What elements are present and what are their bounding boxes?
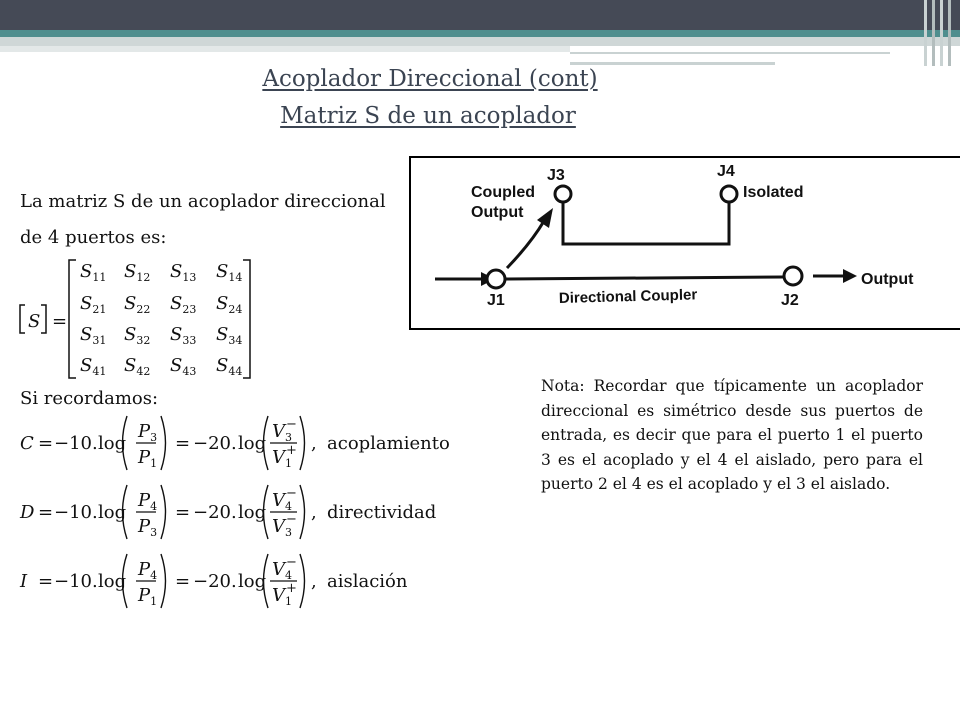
paren-right [300,416,305,470]
fraction-denominator: $P_3$ [138,516,158,539]
label-coupled: Coupled [471,184,535,201]
matrix-cell: $S_{21}$ [80,293,107,316]
equation-row [19,485,436,539]
label-j3: J3 [547,167,565,184]
fraction-denominator: $P_1$ [138,447,158,470]
matrix-label: S [28,311,41,332]
coefficient: −10. [54,502,98,523]
label-coupled-output: Output [471,204,524,221]
equation-lhs: I [20,571,28,592]
comma: , [311,433,317,454]
log-text: log [238,433,267,454]
intro-text: de 4 puertos es: [20,227,167,248]
equation-rows [19,416,450,608]
fraction-numerator: $V_4-$ [272,555,297,582]
equation-row [19,554,408,608]
paren-right [161,485,166,539]
header-vertical-bars [924,0,954,66]
fraction-denominator: $V_1+$ [272,581,297,608]
fraction-numerator: $V_4-$ [272,486,297,513]
log-text: log [98,502,127,523]
fraction-numerator: $P_4$ [138,490,158,513]
matrix-cell: $S_{13}$ [170,261,197,284]
equals-sign: = [38,433,54,454]
equals-sign: = [175,433,191,454]
label-isolated: Isolated [743,184,804,201]
matrix-cell: $S_{24}$ [216,293,243,316]
coupled-arrow [507,221,544,268]
matrix-cell: $S_{11}$ [80,261,107,284]
equation-label: aislación [327,571,408,592]
equals-sign: = [38,571,54,592]
matrix-cell: $S_{32}$ [124,324,151,347]
comma: , [311,571,317,592]
coefficient: −20. [193,571,237,592]
slide-subtitle: Matriz S de un acoplador [280,103,576,129]
slide-title: Acoplador Direccional (cont) [262,66,598,92]
label-output: Output [861,271,914,288]
coupled-arm [563,200,729,244]
fraction-denominator: $V_3-$ [272,512,297,539]
label-j2: J2 [781,292,799,309]
coefficient: −20. [193,502,237,523]
main-line [506,277,783,279]
matrix-cell: $S_{31}$ [80,324,107,347]
log-text: log [238,571,267,592]
matrix-cells [80,261,242,378]
matrix-cell: $S_{33}$ [170,324,197,347]
matrix-cell: $S_{14}$ [216,261,243,284]
matrix-cell: $S_{44}$ [216,355,243,378]
output-arrowhead [843,269,857,283]
coefficient: −10. [54,433,98,454]
matrix-cell: $S_{22}$ [124,293,151,316]
fraction-numerator: $P_3$ [138,421,158,444]
coupler-diagram-svg [411,158,960,332]
header-line [570,52,890,54]
matrix-cell: $S_{41}$ [80,355,107,378]
paren-right [300,485,305,539]
port-j3 [555,186,571,202]
si-recordamos-text: Si recordamos: [20,388,159,409]
port-j4 [721,186,737,202]
matrix-cell: $S_{42}$ [124,355,151,378]
s-matrix-lhs [20,305,67,333]
equals-sign: = [52,311,68,332]
coefficient: −20. [193,433,237,454]
equation-label: directividad [327,502,437,523]
matrix-cell: $S_{23}$ [170,293,197,316]
paren-right [161,554,166,608]
paren-right [300,554,305,608]
equals-sign: = [175,502,191,523]
equation-lhs: C [20,433,34,454]
coupler-diagram [409,156,960,330]
equals-sign: = [175,571,191,592]
fraction-numerator: $P_4$ [138,559,158,582]
comma: , [311,502,317,523]
port-j1 [487,270,505,288]
paren-right [161,416,166,470]
fraction-denominator: $P_1$ [138,585,158,608]
fraction-numerator: $V_3-$ [272,417,297,444]
coefficient: −10. [54,571,98,592]
label-j4: J4 [717,163,735,180]
matrix-cell: $S_{34}$ [216,324,243,347]
log-text: log [98,571,127,592]
matrix-cell: $S_{12}$ [124,261,151,284]
log-text: log [98,433,127,454]
log-text: log [238,502,267,523]
matrix-left-bracket [69,260,76,378]
header-line [570,62,775,65]
equation-lhs: D [20,502,35,523]
equation-label: acoplamiento [327,433,450,454]
matrix-right-bracket [243,260,250,378]
label-j1: J1 [487,292,505,309]
port-j2 [784,267,802,285]
coupled-arrowhead [537,208,553,228]
equals-sign: = [38,502,54,523]
label-directional-coupler: Directional Coupler [558,286,698,307]
note-text: Nota: Recordar que típicamente un acoplador direccional es simétrico desde sus puertos de entrada, es decir que para el puerto 1 el puerto 3 es el acoplado y el 4 el aislado, pero para el puerto 2 el 4 es el acoplado y el 3 el aislado. [541,377,923,493]
equation-row [20,416,450,470]
intro-text: La matriz S de un acoplador direccional [20,191,386,212]
matrix-cell: $S_{43}$ [170,355,197,378]
fraction-denominator: $V_1+$ [272,443,297,470]
